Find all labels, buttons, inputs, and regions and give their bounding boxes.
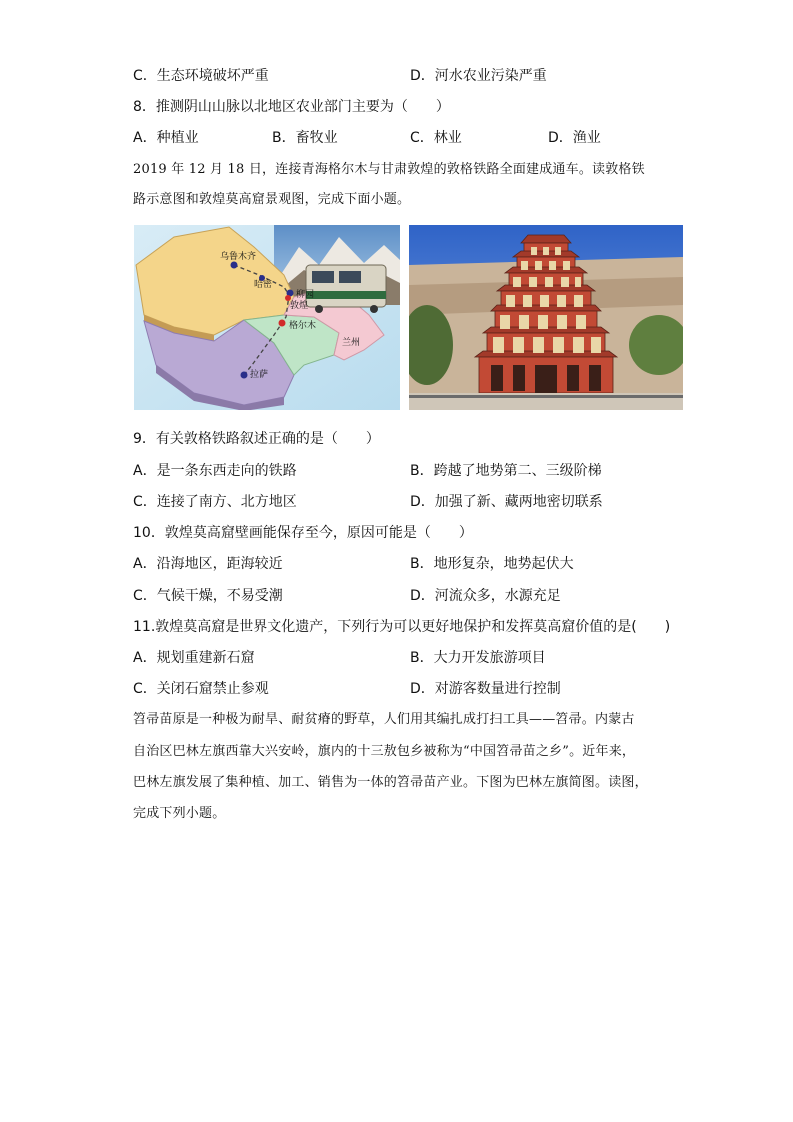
q10-option-a: A．沿海地区，距海较近	[133, 556, 283, 572]
q11-option-b: B．大力开发旅游项目	[410, 650, 546, 666]
q8-option-c: C．林业	[410, 130, 462, 146]
q10-option-c: C．气候干燥，不易受潮	[133, 588, 283, 604]
q8-option-d: D．渔业	[548, 130, 601, 146]
railway-map-figure	[134, 225, 400, 410]
q11-option-c: C．关闭石窟禁止参观	[133, 681, 269, 697]
q9-option-a: A．是一条东西走向的铁路	[133, 463, 297, 479]
q11-option-a: A．规划重建新石窟	[133, 650, 255, 666]
map-label-hami: 哈密	[254, 280, 273, 290]
intro1-line2: 路示意图和敦煌莫高窟景观图，完成下面小题。	[133, 192, 411, 207]
intro2-line2: 自治区巴林左旗西靠大兴安岭，旗内的十三敖包乡被称为“中国笤帚苗之乡”。近年来，	[133, 744, 636, 759]
q10-stem: 10．敦煌莫高窟壁画能保存至今，原因可能是（ ）	[133, 525, 473, 541]
q8-option-b: B．畜牧业	[272, 130, 338, 146]
map-label-liuyuan: 柳园	[296, 290, 315, 300]
q8-option-a: A．种植业	[133, 130, 199, 146]
intro2-line1: 笤帚苗原是一种极为耐旱、耐贫瘠的野草，人们用其编扎成打扫工具——笤帚。内蒙古	[133, 712, 635, 727]
q11-option-d: D．对游客数量进行控制	[410, 681, 561, 697]
map-label-urumqi: 乌鲁木齐	[220, 252, 257, 262]
q9-option-d: D．加强了新、藏两地密切联系	[410, 494, 603, 510]
map-label-lhasa: 拉萨	[250, 370, 269, 380]
intro2-line4: 完成下列小题。	[133, 806, 226, 821]
mogao-grotto-photo	[409, 225, 683, 410]
map-label-dunhuang: 敦煌	[290, 301, 309, 311]
q11-stem: 11.敦煌莫高窟是世界文化遗产，下列行为可以更好地保护和发挥莫高窟价值的是( )	[133, 619, 671, 635]
q10-option-b: B．地形复杂，地势起伏大	[410, 556, 574, 572]
intro2-line3: 巴林左旗发展了集种植、加工、销售为一体的笤帚苗产业。下图为巴林左旗简图。读图，	[133, 775, 648, 790]
q10-option-d: D．河流众多，水源充足	[410, 588, 561, 604]
q9-option-b: B．跨越了地势第二、三级阶梯	[410, 463, 602, 479]
q9-option-c: C．连接了南方、北方地区	[133, 494, 297, 510]
q7-option-c: C．生态环境破坏严重	[133, 68, 269, 84]
map-label-golmud: 格尔木	[289, 321, 317, 331]
q8-stem: 8．推测阴山山脉以北地区农业部门主要为（ ）	[133, 99, 450, 115]
q7-option-d: D．河水农业污染严重	[410, 68, 547, 84]
intro1-line1: 2019 年 12 月 18 日，连接青海格尔木与甘肃敦煌的敦格铁路全面建成通车。读敦格铁	[133, 162, 645, 177]
q9-stem: 9．有关敦格铁路叙述正确的是（ ）	[133, 431, 380, 447]
map-label-lanzhou: 兰州	[342, 338, 361, 348]
train-image	[306, 265, 386, 313]
